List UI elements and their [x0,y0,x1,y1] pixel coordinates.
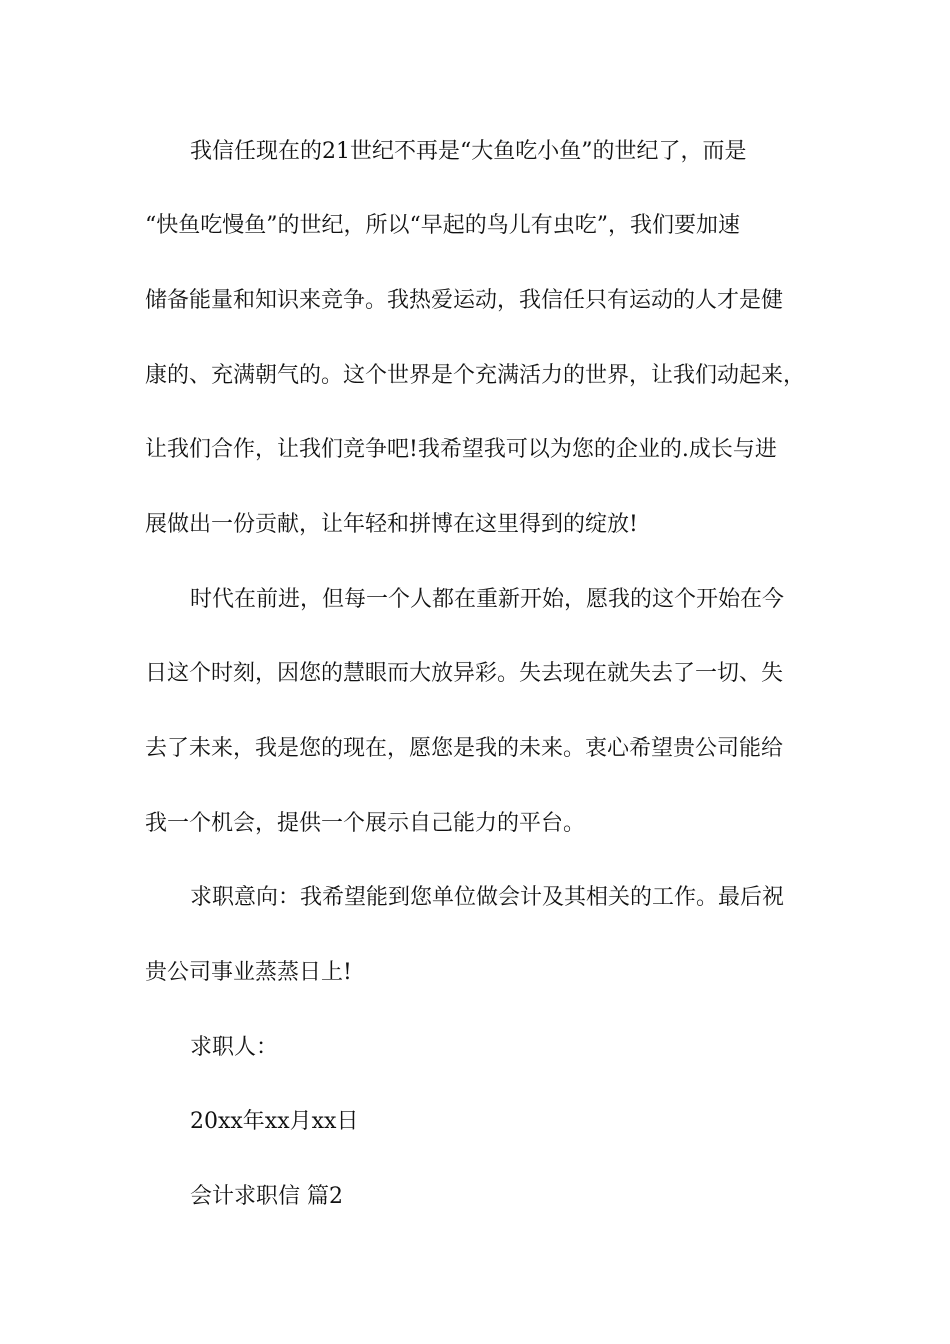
paragraph-1-line-2: “快鱼吃慢鱼”的世纪，所以“早起的鸟儿有虫吃”，我们要加速 [145,213,740,238]
paragraph-2-line-2: 日这个时刻，因您的慧眼而大放异彩。失去现在就失去了一切、失 [145,661,784,686]
paragraph-2-line-3: 去了未来，我是您的现在，愿您是我的未来。衷心希望贵公司能给 [145,736,784,761]
paragraph-2-line-4: 我一个机会，提供一个展示自己能力的平台。 [145,811,586,836]
section-heading: 会计求职信 篇2 [190,1184,343,1209]
date-line: 20xx年xx月xx日 [190,1109,359,1134]
paragraph-3-line-1: 求职意向：我希望能到您单位做会计及其相关的工作。最后祝 [190,885,785,910]
paragraph-3-line-2: 贵公司事业蒸蒸日上! [145,960,352,985]
paragraph-1-line-6: 展做出一份贡献，让年轻和拼博在这里得到的绽放! [145,512,638,537]
paragraph-1-line-5: 让我们合作，让我们竞争吧!我希望我可以为您的企业的.成长与进 [145,437,777,462]
paragraph-1-line-1: 我信任现在的21世纪不再是“大鱼吃小鱼”的世纪了，而是 [190,139,747,164]
paragraph-1-line-3: 储备能量和知识来竞争。我热爱运动，我信任只有运动的人才是健 [145,288,784,313]
paragraph-2-line-1: 时代在前进，但每一个人都在重新开始，愿我的这个开始在今 [190,587,785,612]
paragraph-1-line-4: 康的、充满朝气的。这个世界是个充满活力的世界，让我们动起来， [145,363,806,388]
applicant-label: 求职人： [190,1035,279,1060]
